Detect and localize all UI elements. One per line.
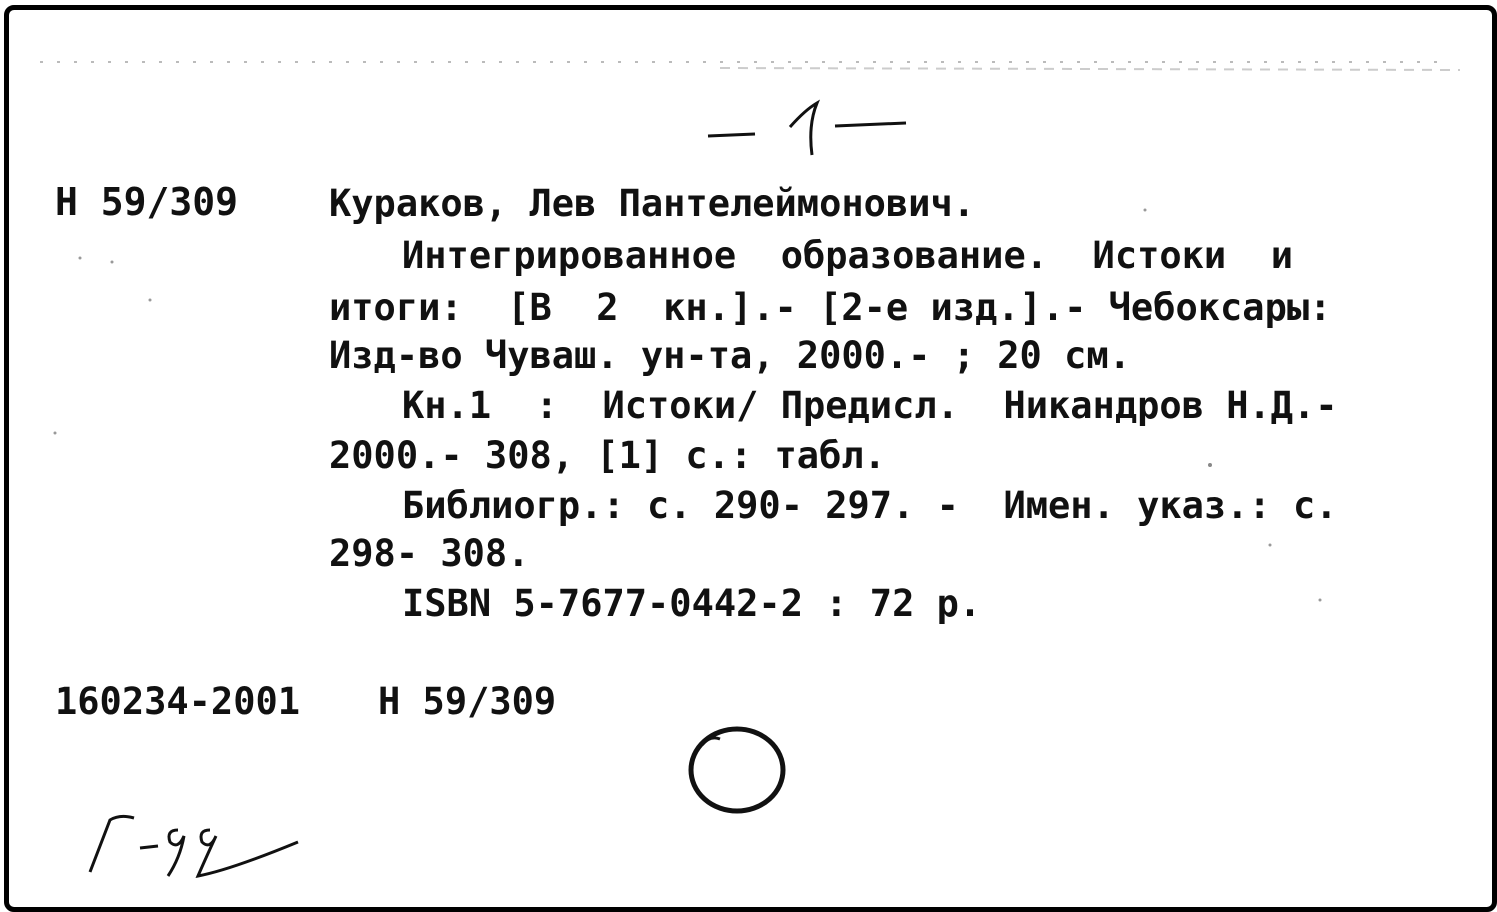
description-line-4: Кн.1 : Истоки/ Предисл. Никандров Н.Д.- [402, 384, 1338, 427]
description-line-6: Библиогр.: с. 290- 297. - Имен. указ.: с. [402, 484, 1338, 527]
shelf-mark-bottom: Н 59/309 [378, 680, 557, 723]
description-line-3: Изд-во Чуваш. ун-та, 2000.- ; 20 см. [329, 334, 1131, 377]
inventory-number: 160234-2001 [55, 680, 301, 723]
shelf-mark: Н 59/309 [55, 180, 239, 224]
page-number-mark [700, 95, 920, 165]
description-line-5: 2000.- 308, [1] с.: табл. [329, 434, 886, 477]
isbn-price: ISBN 5-7677-0442-2 : 72 р. [402, 582, 982, 625]
punch-hole-icon [680, 715, 800, 825]
description-line-1: Интегрированное образование. Истоки и [402, 234, 1294, 277]
handwritten-note [80, 800, 320, 890]
description-line-7: 298- 308. [329, 532, 530, 575]
author-heading: Кураков, Лев Пантелеймонович. [329, 182, 976, 225]
description-line-2: итоги: [В 2 кн.].- [2-е изд.].- Чебоксары: [329, 286, 1332, 329]
